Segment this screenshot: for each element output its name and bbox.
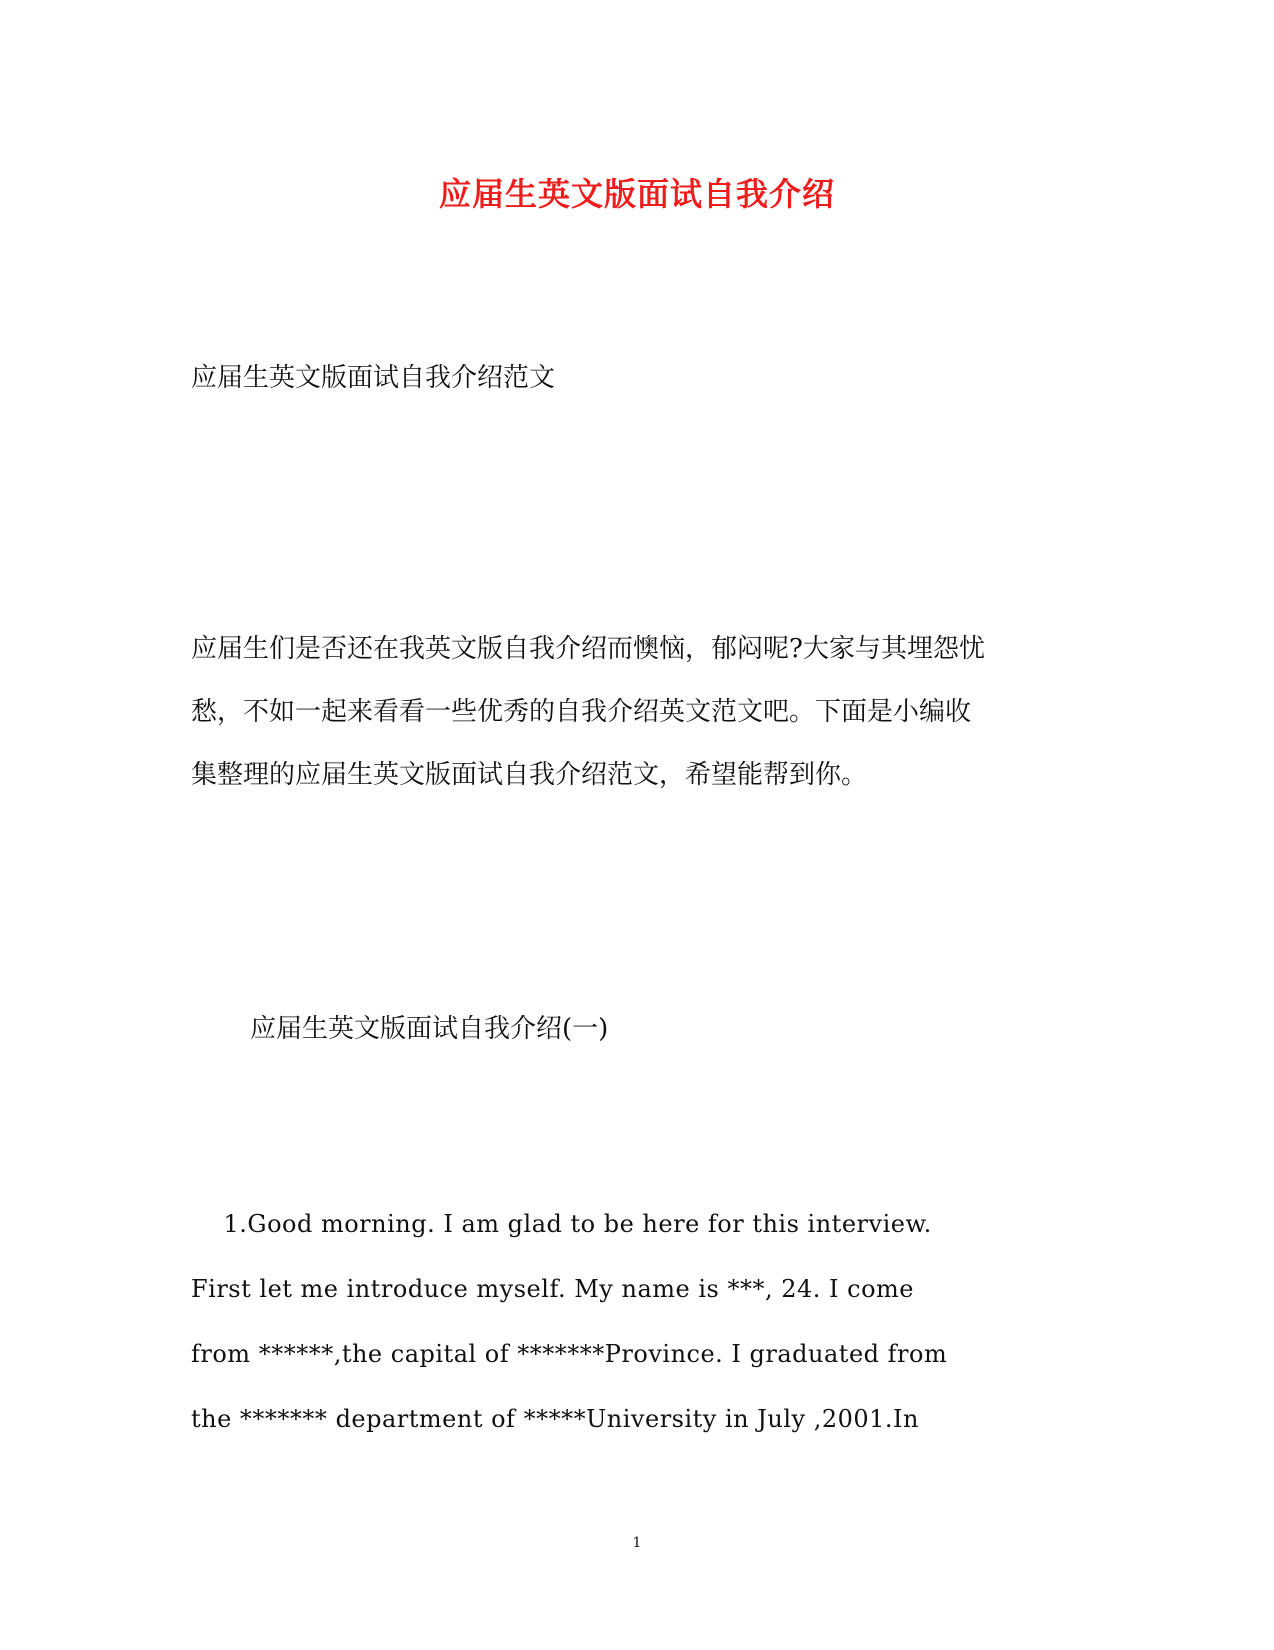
body-line: 1.Good morning. I am glad to be here for this interview. (191, 1210, 932, 1238)
intro-line: 愁，不如一起来看看一些优秀的自我介绍英文范文吧。下面是小编收 (191, 697, 972, 727)
intro-line: 集整理的应届生英文版面试自我介绍范文，希望能帮到你。 (191, 760, 868, 790)
english-body-paragraph (191, 1192, 1091, 1452)
document-title: 应届生英文版面试自我介绍 (438, 175, 835, 213)
body-line: the ******* department of *****University in July ,2001.In (191, 1405, 919, 1433)
document-subtitle: 应届生英文版面试自我介绍范文 (191, 363, 556, 393)
page-number: 1 (632, 1535, 642, 1551)
intro-line: 应届生们是否还在我英文版自我介绍而懊恼，郁闷呢?大家与其埋怨忧 (191, 634, 985, 664)
section-heading: 应届生英文版面试自我介绍(一) (250, 1014, 609, 1044)
intro-paragraph (191, 618, 1091, 807)
body-line: First let me introduce myself. My name is ***, 24. I come (191, 1275, 914, 1303)
body-line: from ******,the capital of *******Province. I graduated from (191, 1340, 948, 1368)
